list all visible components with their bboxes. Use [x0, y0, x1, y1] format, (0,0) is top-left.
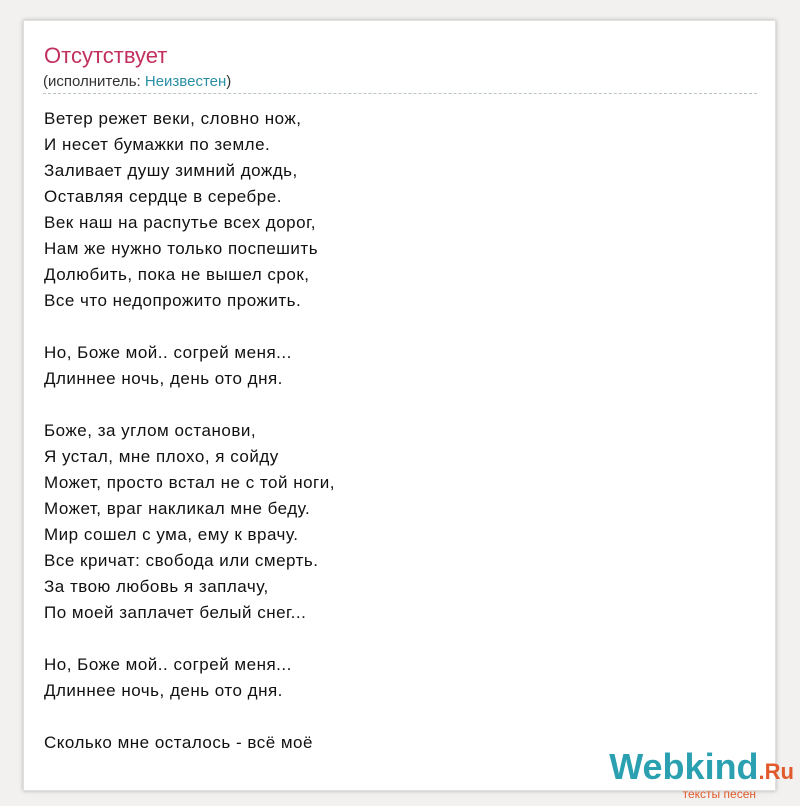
stanza-break: [44, 314, 744, 340]
lyric-line: Век наш на распутье всех дорог,: [44, 213, 316, 232]
lyric-line: Но, Боже мой.. согрей меня...: [44, 655, 292, 674]
logo-tagline: тексты песен: [682, 787, 756, 801]
lyric-line: Оставляя сердце в серебре.: [44, 187, 282, 206]
stanza-break: [44, 626, 744, 652]
lyric-line: Длиннее ночь, день ото дня.: [44, 681, 283, 700]
divider: [43, 93, 757, 94]
song-title: Отсутствует: [44, 43, 168, 68]
lyric-line: Боже, за углом останови,: [44, 421, 257, 440]
lyric-line: Может, просто встал не с той ноги,: [44, 473, 335, 492]
lyric-line: Нам же нужно только поспешить: [44, 239, 319, 258]
artist-link[interactable]: Неизвестен: [144, 73, 227, 90]
lyric-line: Заливает душу зимний дождь,: [44, 161, 298, 180]
lyric-line: Но, Боже мой.. согрей меня...: [44, 343, 292, 362]
lyric-line: Все что недопрожито прожить.: [44, 291, 302, 310]
artist-prefix: (исполнитель:: [43, 73, 145, 90]
logo-brand: Webkind: [609, 746, 759, 787]
stanza-break: [44, 704, 744, 730]
lyric-line: Может, враг накликал мне беду.: [44, 499, 311, 518]
logo-tld: .Ru: [758, 759, 794, 784]
artist-suffix: ): [226, 73, 232, 90]
lyric-line: Долюбить, пока не вышел срок,: [44, 265, 310, 284]
lyric-line: Ветер режет веки, словно нож,: [44, 109, 302, 128]
lyric-line: Все кричат: свобода или смерть.: [44, 551, 319, 570]
site-logo[interactable]: [609, 746, 794, 801]
lyrics-card: [23, 20, 776, 791]
lyric-line: Длиннее ночь, день ото дня.: [44, 369, 283, 388]
lyric-line: Сколько мне осталось - всё моё: [44, 733, 313, 752]
lyric-line: Мир сошел с ума, ему к врачу.: [44, 525, 299, 544]
lyric-line: Я устал, мне плохо, я сойду: [44, 447, 279, 466]
logo-wordmark: [609, 746, 794, 790]
lyric-line: По моей заплачет белый снег...: [44, 603, 307, 622]
lyric-line: И несет бумажки по земле.: [44, 135, 271, 154]
stanza-break: [44, 392, 744, 418]
artist-line: [43, 72, 231, 92]
lyrics-body: [44, 106, 744, 756]
lyric-line: За твою любовь я заплачу,: [44, 577, 269, 596]
